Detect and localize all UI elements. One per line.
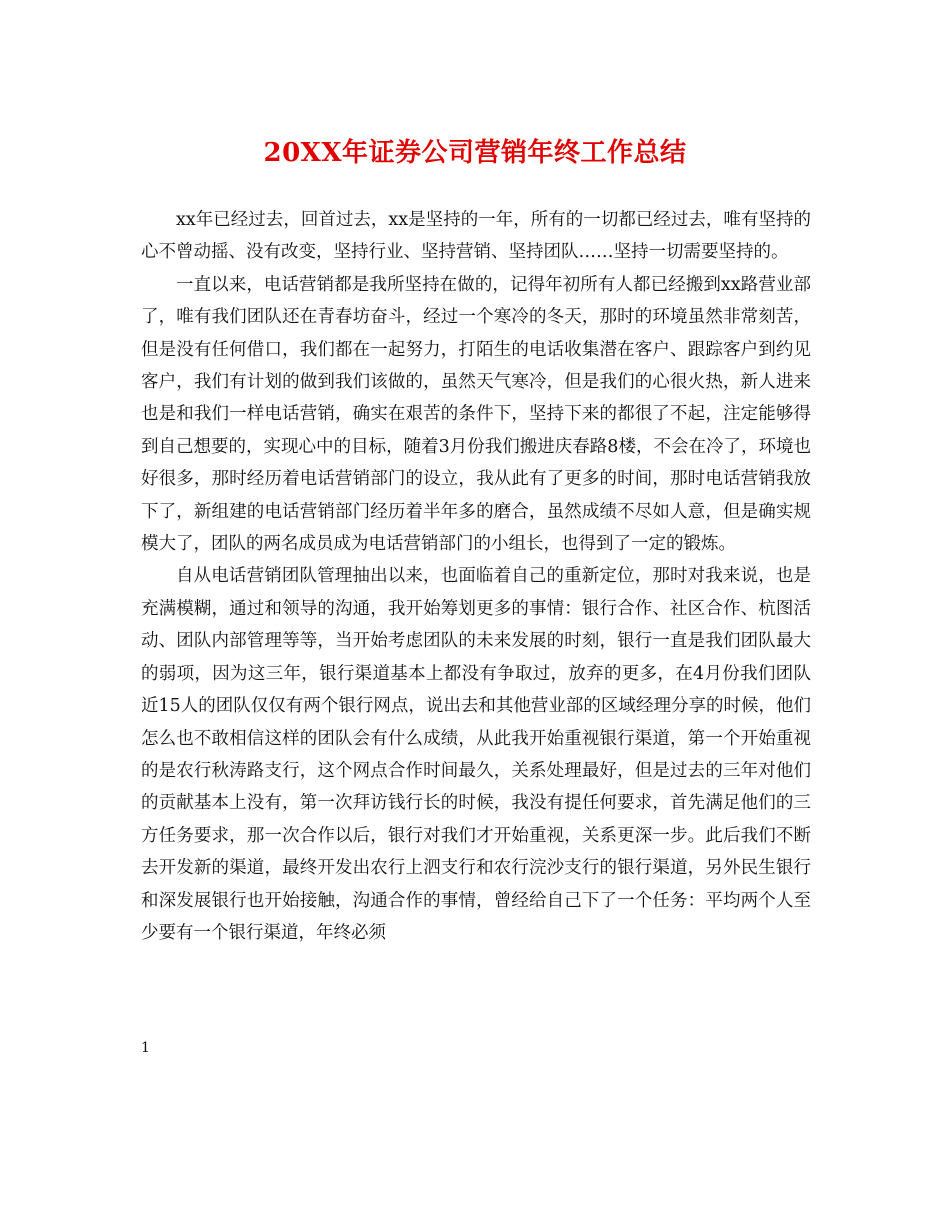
document-title: 20XX年证券公司营销年终工作总结 bbox=[263, 138, 687, 168]
page-number: 1 bbox=[141, 1040, 150, 1056]
paragraph-2: 一直以来，电话营销都是我所坚持在做的，记得年初所有人都已经搬到xx路营业部了，唯有我们团队还在青春坊奋斗，经过一个寒冷的冬天，那时的环境虽然非常刻苦，但是没有任何借口，我们都在一起努力，打陌生的电话收集潜在客户、跟踪客户到约见客户，我们有计划的做到我们该做的，虽然天气寒冷，但是我们的心很火热，新人进来也是和我们一样电话营销，确实在艰苦的条件下，坚持下来的都很了不起，注定能够得到自己想要的，实现心中的目标，随着3月份我们搬进庆春路8楼，不会在冷了，环境也好很多，那时经历着电话营销部门的设立，我从此有了更多的时间，那时电话营销我放下了，新组建的电话营销部门经历着半年多的磨合，虽然成绩不尽如人意，但是确实规模大了，团队的两名成员成为电话营销部门的小组长，也得到了一定的锻炼。 bbox=[141, 274, 811, 555]
paragraph-3: 自从电话营销团队管理抽出以来，也面临着自己的重新定位，那时对我来说，也是充满模糊，通过和领导的沟通，我开始筹划更多的事情：银行合作、社区合作、杭图活动、团队内部管理等等，当开始考虑团队的未来发展的时刻，银行一直是我们团队最大的弱项，因为这三年，银行渠道基本上都没有争取过，放弃的更多，在4月份我们团队近15人的团队仅仅有两个银行网点，说出去和其他营业部的区域经理分享的时候，他们怎么也不敢相信这样的团队会有什么成绩，从此我开始重视银行渠道，第一个开始重视的是农行秋涛路支行，这个网点合作时间最久，关系处理最好，但是过去的三年对他们的贡献基本上没有，第一次拜访钱行长的时候，我没有提任何要求，首先满足他们的三方任务要求，那一次合作以后，银行对我们才开始重视，关系更深一步。此后我们不断去开发新的渠道，最终开发出农行上泗支行和农行浣沙支行的银行渠道，另外民生银行和深发展银行也开始接触，沟通合作的事情，曾经给自己下了一个任务：平均两个人至少要有一个银行渠道，年终必须 bbox=[141, 566, 811, 943]
paragraph-1: xx年已经过去，回首过去，xx是坚持的一年，所有的一切都已经过去，唯有坚持的心不曾动摇、没有改变，坚持行业、坚持营销、坚持团队……坚持一切需要坚持的。 bbox=[141, 210, 811, 263]
document-body bbox=[141, 204, 811, 949]
